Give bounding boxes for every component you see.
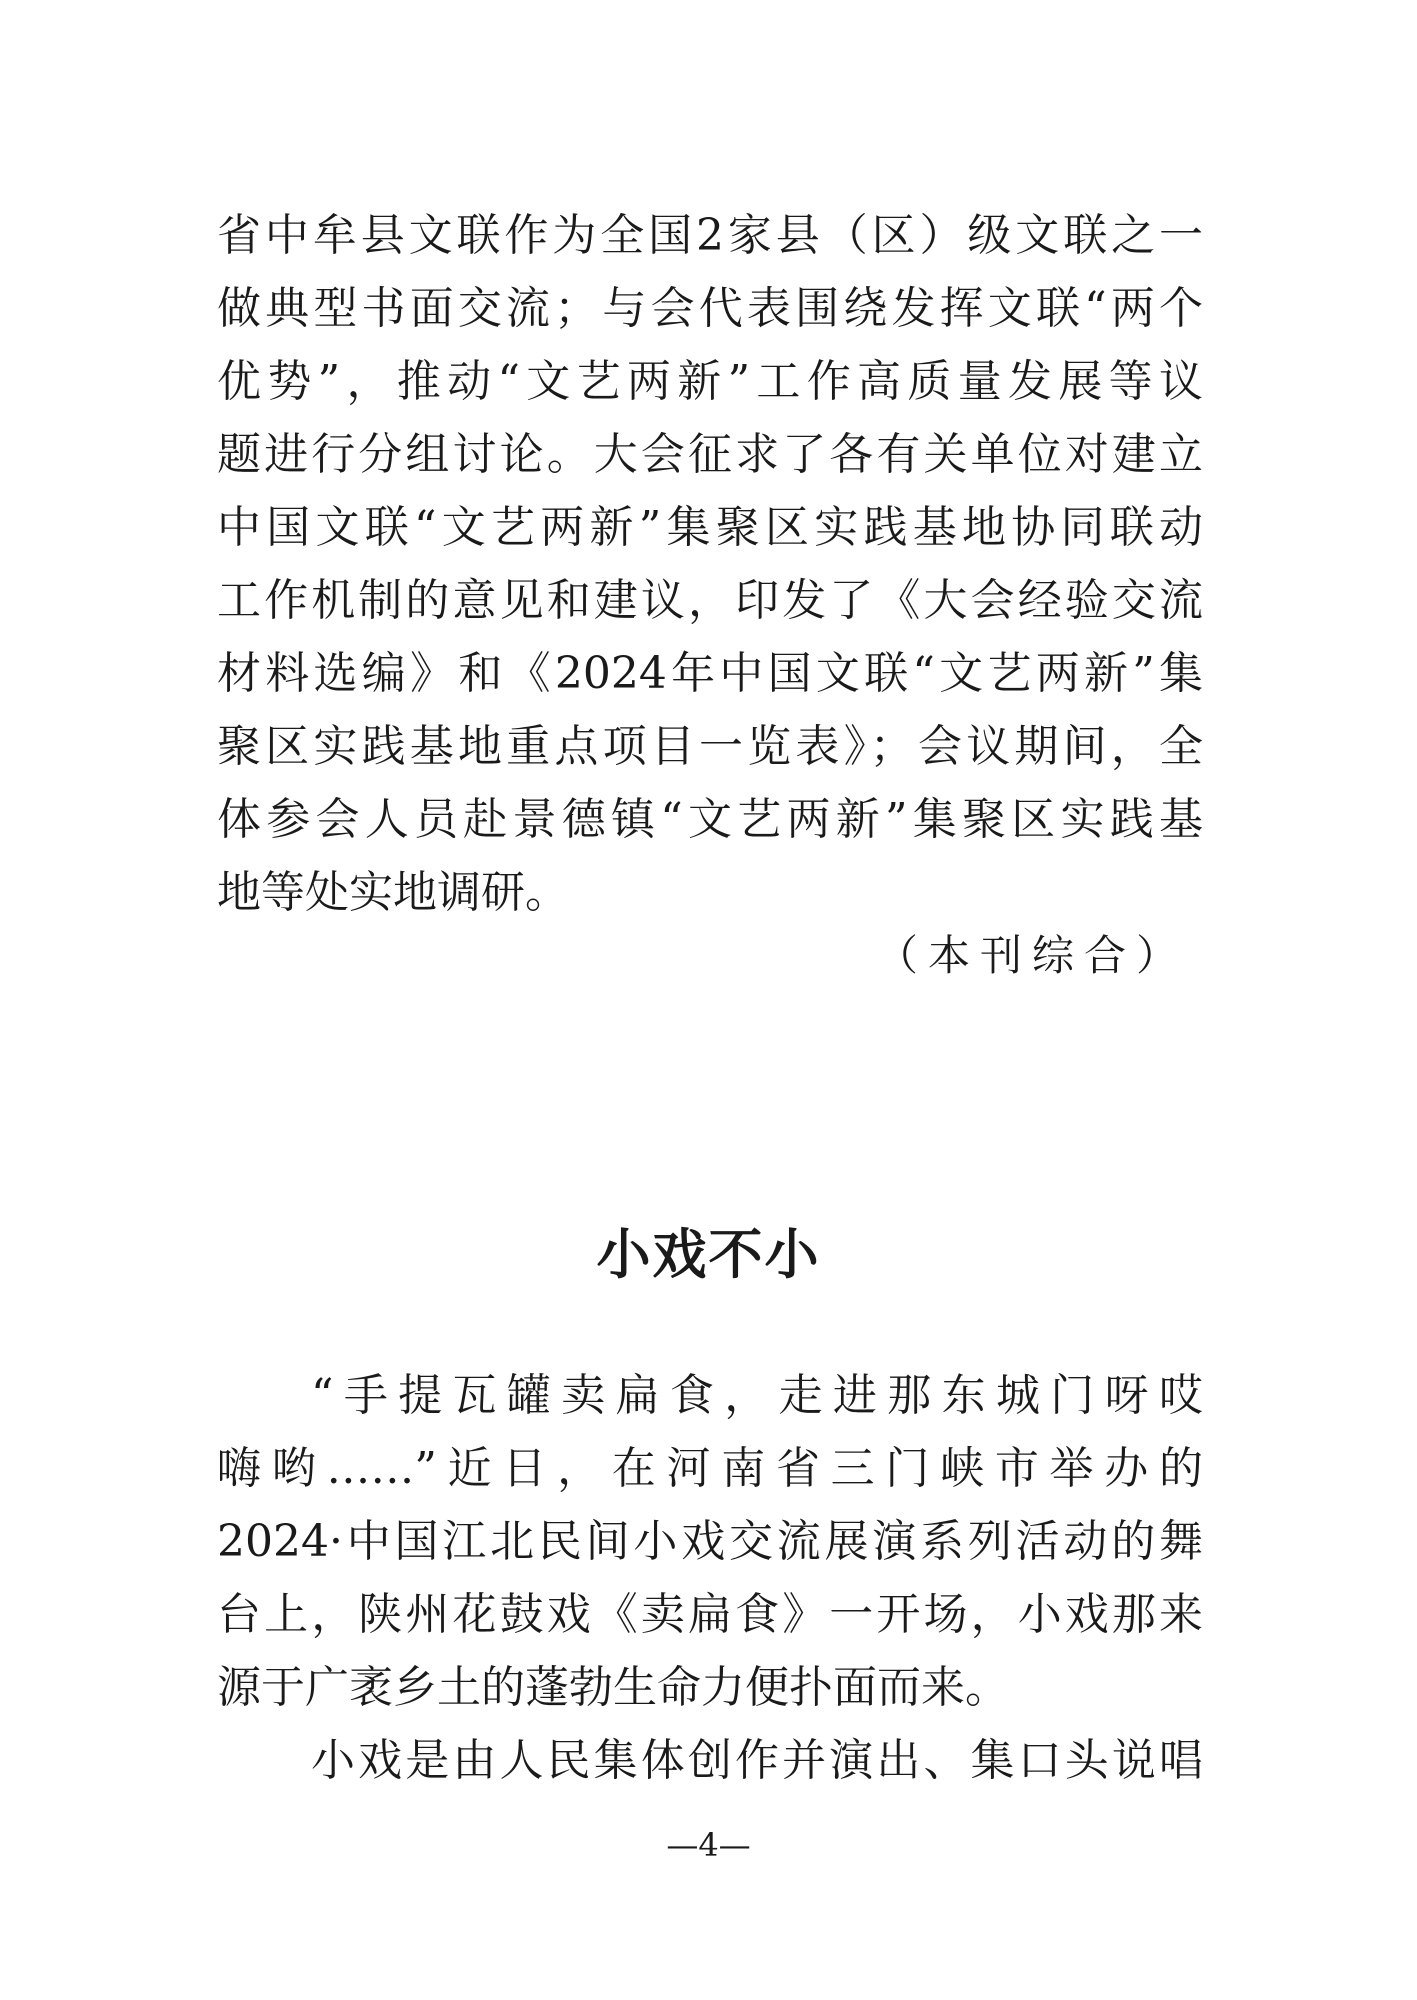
body-line: 2024·中国江北民间小戏交流展演系列活动的舞: [217, 1516, 1203, 1567]
body-line: 做典型书面交流；与会代表围绕发挥文联“两个: [217, 283, 1203, 334]
body-line: 聚区实践基地重点项目一览表》；会议期间，全: [217, 721, 1203, 772]
body-line: 体参会人员赴景德镇“文艺两新”集聚区实践基: [217, 794, 1203, 845]
page-number: —4—: [666, 1826, 751, 1864]
body-line: 工作机制的意见和建议，印发了《大会经验交流: [217, 575, 1203, 626]
body-line: 优势”，推动“文艺两新”工作高质量发展等议: [217, 356, 1203, 407]
body-line: “手提瓦罐卖扁食，走进那东城门呀哎: [311, 1370, 1203, 1421]
body-line: 题进行分组讨论。大会征求了各有关单位对建立: [217, 429, 1203, 480]
article-title: 小戏不小: [596, 1223, 821, 1286]
body-line: 台上，陕州花鼓戏《卖扁食》一开场，小戏那来: [217, 1589, 1203, 1640]
body-line: 地等处实地调研。: [217, 867, 569, 918]
body-line: 源于广袤乡土的蓬勃生命力便扑面而来。: [217, 1662, 1009, 1713]
body-line: 小戏是由人民集体创作并演出、集口头说唱: [311, 1735, 1203, 1786]
body-line: 嗨哟……”近日，在河南省三门峡市举办的: [217, 1443, 1203, 1494]
body-line: 省中牟县文联作为全国2家县（区）级文联之一: [217, 210, 1203, 261]
source-attribution: （本刊综合）: [875, 931, 1188, 980]
body-line: 中国文联“文艺两新”集聚区实践基地协同联动: [217, 502, 1203, 553]
body-line: 材料选编》和《2024年中国文联“文艺两新”集: [217, 648, 1203, 699]
